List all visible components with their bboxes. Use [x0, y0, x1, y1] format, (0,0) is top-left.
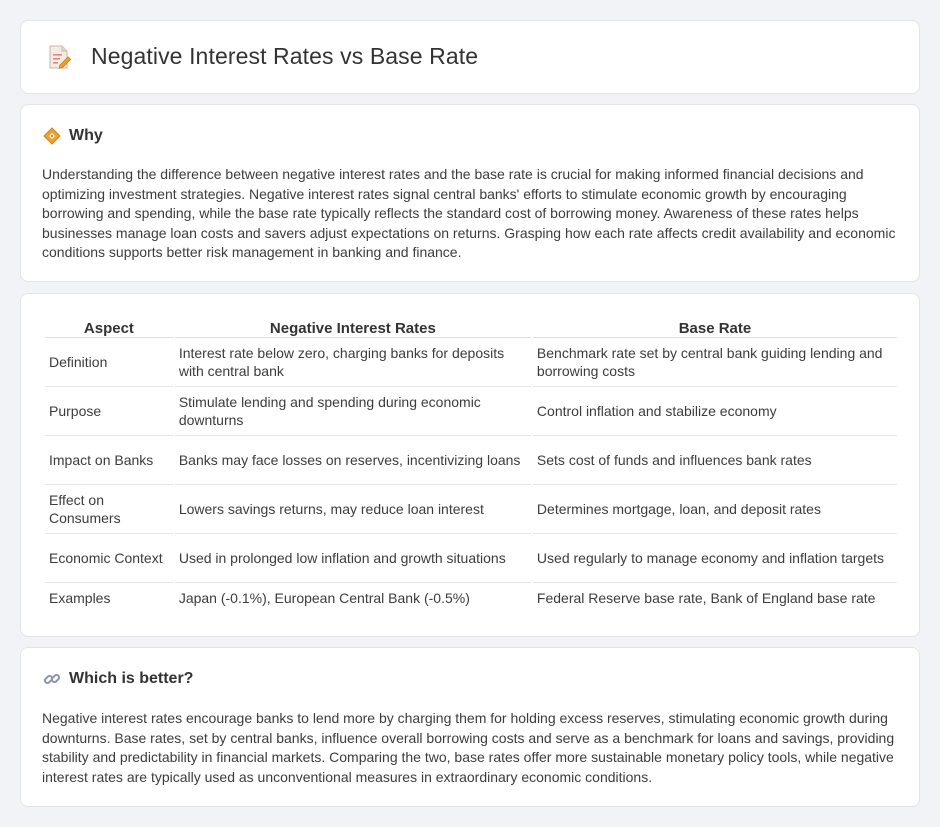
row-aspect: Impact on Banks	[45, 436, 173, 485]
row-negative-value: Japan (-0.1%), European Central Bank (-0.5%)	[178, 590, 470, 606]
row-base-value: Federal Reserve base rate, Bank of England base rate	[536, 590, 876, 606]
row-negative-value: Used in prolonged low inflation and growth situations	[175, 534, 531, 583]
row-aspect: Definition	[45, 338, 173, 387]
table-row	[45, 436, 897, 485]
document-pencil-icon	[47, 44, 71, 70]
table-row	[45, 387, 897, 436]
page-title: Negative Interest Rates vs Base Rate	[91, 43, 479, 69]
row-negative-value: Banks may face losses on reserves, incentivizing loans	[175, 436, 531, 485]
row-base-value: Used regularly to manage economy and inflation targets	[533, 534, 897, 583]
row-base-value: Benchmark rate set by central bank guiding lending and borrowing costs	[533, 338, 897, 387]
row-aspect: Economic Context	[45, 534, 173, 583]
row-negative-value: Lowers savings returns, may reduce loan interest	[175, 485, 531, 534]
comparison-table	[43, 316, 899, 613]
page-header	[47, 43, 478, 70]
row-negative-value: Stimulate lending and spending during economic downturns	[175, 387, 531, 436]
row-base-value: Sets cost of funds and influences bank rates	[533, 436, 897, 485]
link-icon	[43, 670, 61, 688]
row-aspect: Effect on Consumers	[45, 485, 173, 534]
better-heading: Which is better?	[69, 670, 194, 687]
better-text: Negative interest rates encourage banks to lend more by charging them for holding excess reserves, stimulating economic growth during downturns. Base rates, set by central banks, influence overall borrowing costs and serve as a benchmark for loans and savings, providing stability and predictability in financial markets. Comparing the two, base rates offer more sustainable monetary policy tools, while negative interest rates are typically used as unconventional measures in extraordinary economic conditions.	[42, 710, 895, 785]
which-is-better-section	[20, 647, 920, 807]
comparison-section	[20, 293, 920, 637]
table-row	[45, 338, 897, 387]
why-header	[43, 127, 103, 145]
header-negative-interest-rates: Negative Interest Rates	[175, 316, 531, 338]
table-row	[45, 583, 897, 613]
title-card	[20, 20, 920, 94]
diamond-sign-icon	[43, 127, 61, 145]
header-base-rate: Base Rate	[533, 316, 897, 338]
row-base-value: Control inflation and stabilize economy	[533, 387, 897, 436]
why-text: Understanding the difference between negative interest rates and the base rate is crucial for making informed financial decisions and optimizing investment strategies. Negative interest rates signal central banks' efforts to stimulate economic growth by encouraging borrowing and spending, while the base rate typically reflects the standard cost of borrowing money. Awareness of these rates helps businesses manage loan costs and savers adjust expectations on returns. Grasping how each rate affects credit availability and economic conditions supports better risk management in banking and finance.	[42, 166, 896, 261]
table-row	[45, 485, 897, 534]
better-header	[43, 670, 193, 688]
row-base-value: Determines mortgage, loan, and deposit rates	[533, 485, 897, 534]
row-negative-value: Interest rate below zero, charging banks for deposits with central bank	[175, 338, 531, 387]
table-row	[45, 534, 897, 583]
why-heading: Why	[69, 127, 103, 144]
why-section	[20, 104, 920, 282]
row-aspect: Purpose	[45, 387, 173, 436]
row-aspect: Examples	[49, 590, 111, 606]
table-header-row	[45, 316, 897, 338]
header-aspect: Aspect	[45, 316, 173, 338]
